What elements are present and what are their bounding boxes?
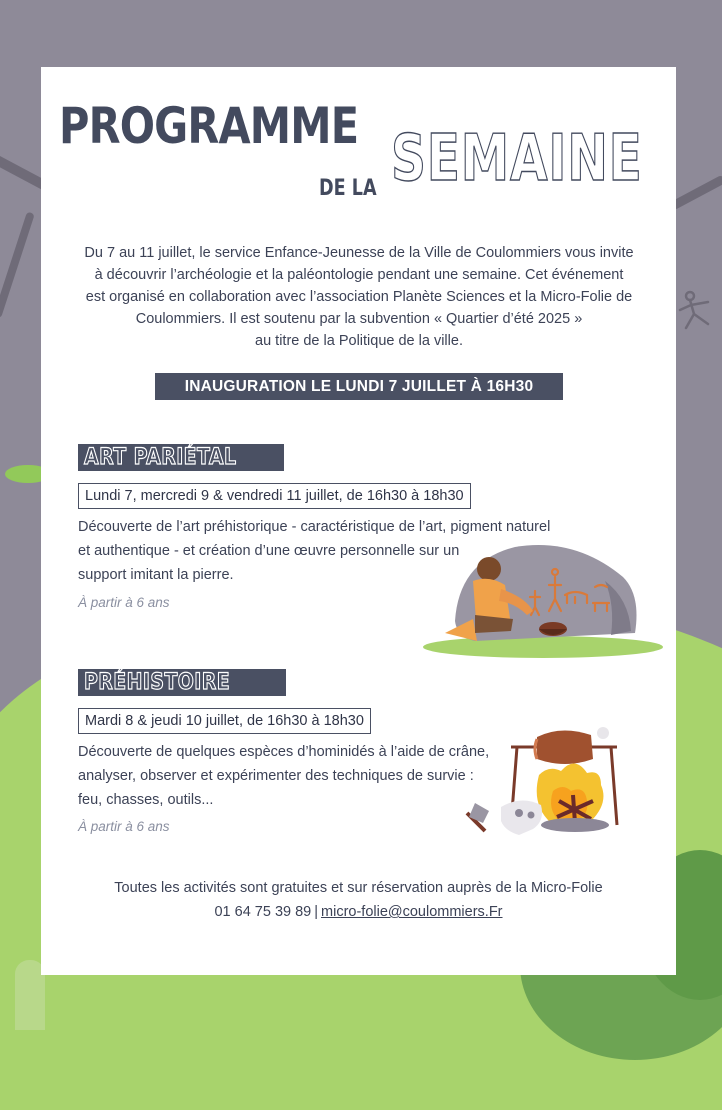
section-title-text: ART PARIÉTAL	[84, 445, 237, 470]
email-link[interactable]: micro-folie@coulommiers.Fr	[321, 904, 503, 920]
contact-separator: |	[314, 904, 319, 920]
footer-line: Toutes les activités sont gratuites et sur réservation auprès de la Micro-Folie	[114, 880, 603, 896]
program-card	[41, 67, 676, 975]
section-title-prehistoire	[78, 669, 286, 696]
cave-painting-illustration	[415, 541, 661, 661]
branch-decoration-right	[669, 174, 722, 210]
art-age: À partir à 6 ans	[78, 595, 170, 610]
phone-number[interactable]: 01 64 75 39 89	[214, 904, 312, 920]
intro-line: est organisé en collaboration avec l’association Planète Sciences et la Micro-Folie de	[85, 289, 633, 305]
prehistoire-dates-box: Mardi 8 & jeudi 10 juillet, de 16h30 à 18h30	[78, 708, 371, 734]
intro-line: Du 7 au 11 juillet, le service Enfance-Jeunesse de la Ville de Coulommiers vous invite	[84, 245, 634, 261]
section-title-text: PRÉHISTOIRE	[84, 670, 231, 695]
desc-line: Découverte de l’art préhistorique - caractéristique de l’art, pigment naturel	[78, 519, 551, 535]
intro-line: Coulommiers. Il est soutenu par la subvention « Quartier d’été 2025 »	[135, 311, 583, 327]
campfire-illustration	[441, 725, 623, 851]
branch-decoration-left-stem	[0, 211, 35, 318]
desc-line: et authentique - et création d’une œuvre personnelle sur un	[78, 543, 460, 559]
desc-line: support imitant la pierre.	[78, 567, 234, 583]
intro-line: au titre de la Politique de la ville.	[255, 333, 463, 349]
inauguration-banner: INAUGURATION LE LUNDI 7 JUILLET À 16H30	[155, 373, 563, 400]
intro-paragraph	[69, 242, 649, 352]
section-title-art-parietal	[78, 444, 284, 471]
art-dates-box: Lundi 7, mercredi 9 & vendredi 11 juillet, de 16h30 à 18h30	[78, 483, 471, 509]
footer-contact	[71, 876, 646, 924]
title-semaine: SEMAINE	[391, 122, 643, 196]
intro-line: à découvrir l’archéologie et la paléontologie pendant une semaine. Cet événement	[94, 267, 624, 283]
title-de-la: DE LA	[319, 176, 377, 201]
desc-line: analyser, observer et expérimenter des techniques de survie :	[78, 768, 474, 784]
footer-contact-line	[71, 900, 646, 924]
prehistoire-age: À partir à 6 ans	[78, 819, 170, 834]
desc-line: feu, chasses, outils...	[78, 792, 214, 808]
cave-figure-icon	[678, 288, 718, 334]
title-programme: PROGRAMME	[59, 97, 359, 155]
desc-line: Découverte de quelques espèces d’hominidés à l’aide de crâne,	[78, 744, 490, 760]
